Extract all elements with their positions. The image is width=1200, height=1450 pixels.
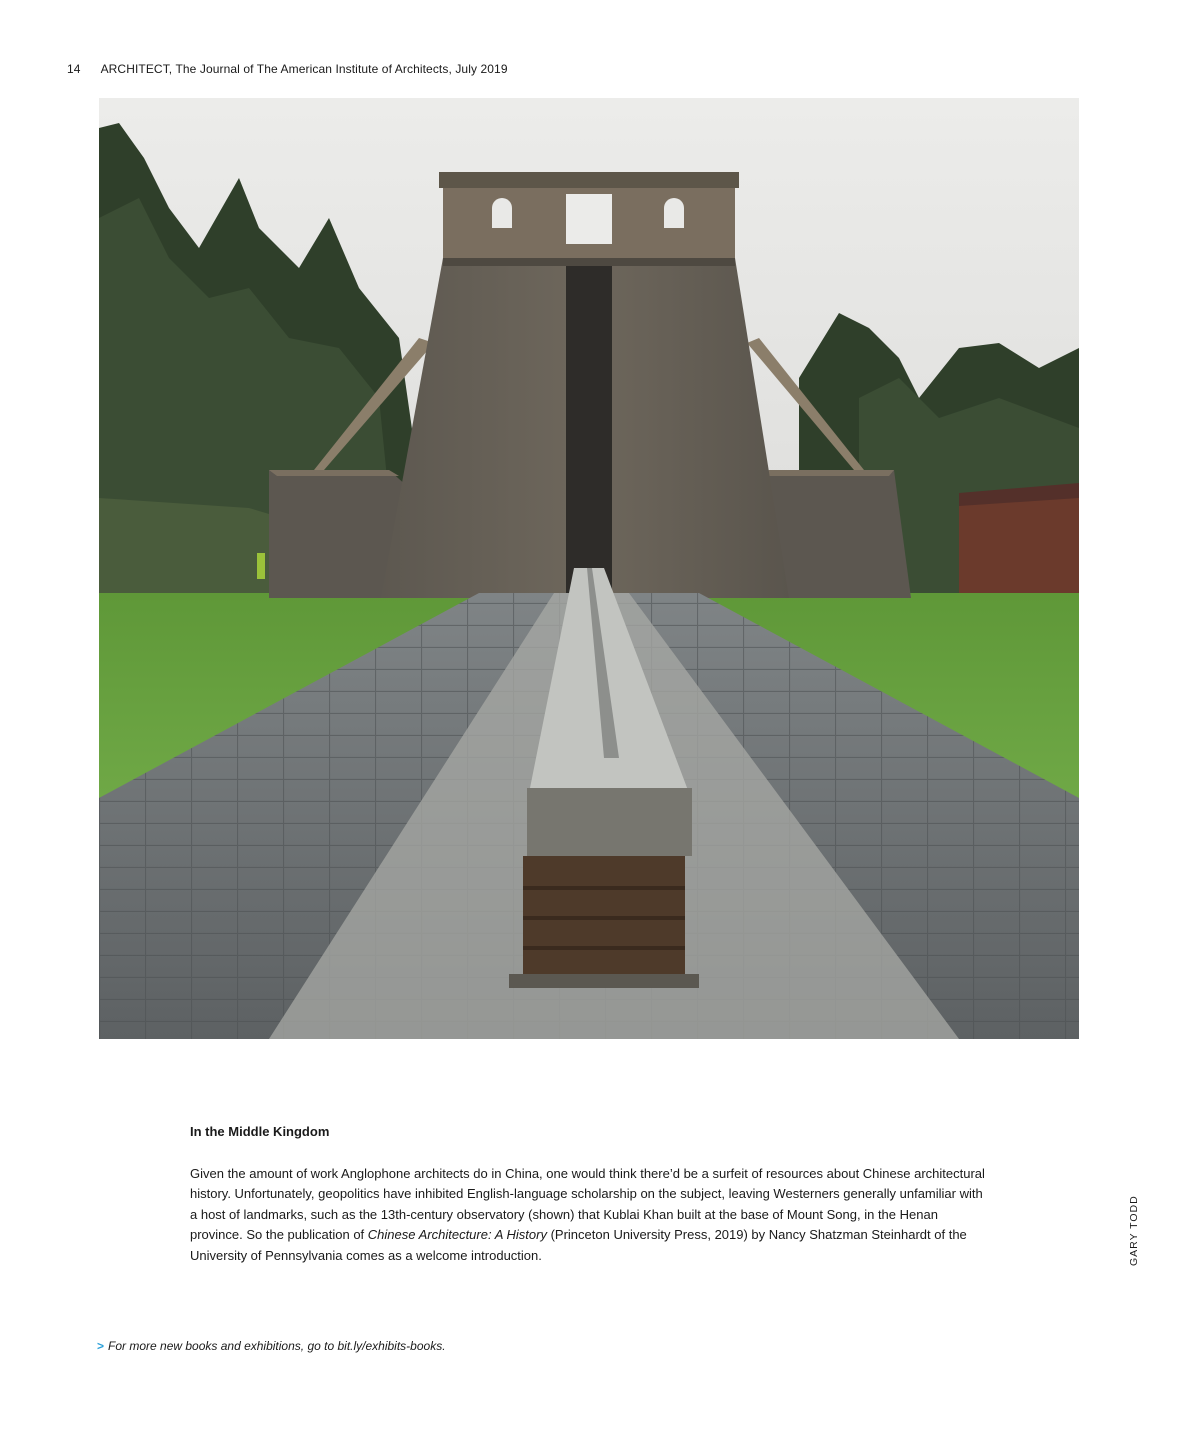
page-number: 14 <box>67 62 81 76</box>
article-body-text-end: (Princeton University Press, 2019) by Nancy Shatzman Steinhardt of the University of Pennsylvania comes as a welcome introduction. <box>190 1227 967 1263</box>
footer-link-text[interactable]: For more new books and exhibitions, go to bit.ly/exhibits-books. <box>108 1339 446 1353</box>
photo-credit-text: GARY TODD <box>1128 1195 1140 1266</box>
publication-line: ARCHITECT, The Journal of The American Institute of Architects, July 2019 <box>100 62 508 76</box>
article <box>190 1123 990 1266</box>
observatory-illustration <box>99 98 1079 1039</box>
red-wall <box>959 493 1079 598</box>
article-body <box>190 1164 990 1266</box>
book-title: Chinese Architecture: A History <box>367 1227 547 1243</box>
photo-credit <box>1127 1196 1141 1266</box>
running-header <box>67 62 508 76</box>
footer-link[interactable] <box>97 1339 446 1353</box>
observatory-photo <box>99 98 1079 1039</box>
article-body-text: Given the amount of work Anglophone architects do in China, one would think there’d be a surfeit of resources about Chinese architectural history. Unfortunately, geopolitics have inhibited English-language scholarship on the subject, leaving Westerners generally unfamiliar with a host of landmarks, such as the 13th-century observatory (shown) that Kublai Khan built at the base of Mount Song, in the Henan province. So the publication of <box>190 1166 985 1243</box>
visitor-figure <box>257 553 265 579</box>
arrow-icon: > <box>97 1339 105 1353</box>
article-heading: In the Middle Kingdom <box>190 1124 330 1139</box>
